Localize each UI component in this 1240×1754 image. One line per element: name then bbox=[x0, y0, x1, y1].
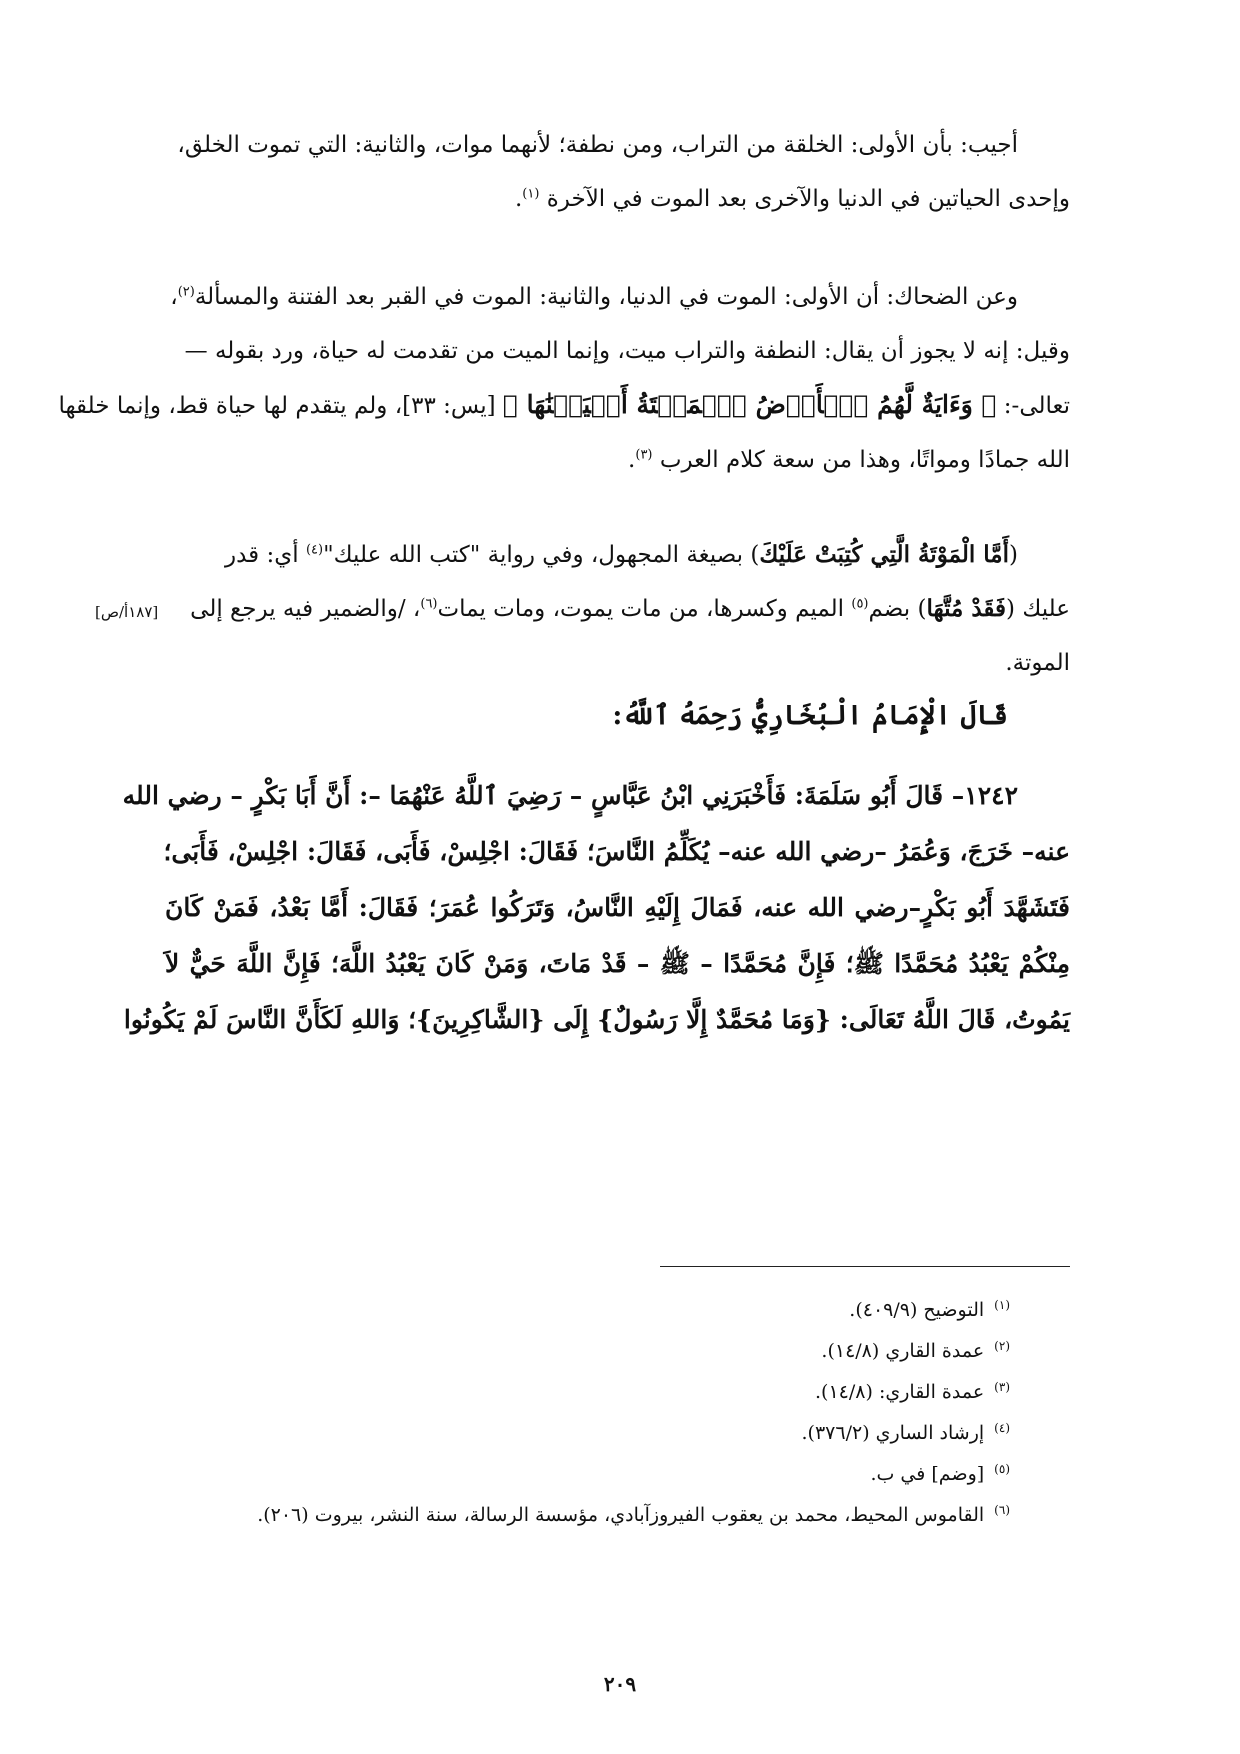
footnote-item bbox=[130, 1331, 1010, 1372]
footnote-text: عمدة القاري (١٤/٨). bbox=[821, 1340, 985, 1362]
hadith-line: عنه– خَرَجَ، وَعُمَرُ –رضي الله عنه– يُكَلِّمُ النَّاسَ؛ فَقَالَ: اجْلِسْ، فَأَبَى، فَقَالَ: اجْلِسْ، فَأَبَى؛ bbox=[163, 837, 1070, 866]
footnote-text: التوضيح (٤٠٩/٩). bbox=[849, 1299, 985, 1321]
footnote-marker[interactable]: (٤) bbox=[305, 542, 324, 558]
footnote-separator bbox=[660, 1266, 1070, 1267]
hadith-quote: فَقَدْ مُتَّهَا bbox=[926, 595, 1007, 622]
text-run: ، bbox=[170, 284, 178, 310]
text-run: . bbox=[628, 447, 636, 473]
footnote-item bbox=[130, 1495, 1010, 1536]
footnote-number: (٣) bbox=[994, 1379, 1010, 1394]
text-run: وقيل: إنه لا يجوز أن يقال: النطفة والتراب ميت، وإنما الميت من تقدمت له حياة، ورد بقوله — bbox=[184, 338, 1070, 364]
text-run: ) بضم bbox=[868, 596, 927, 622]
paragraph-line bbox=[165, 270, 1070, 324]
hadith-line: مِنْكُمْ يَعْبُدُ مُحَمَّدًا ﷺ؛ فَإِنَّ مُحَمَّدًا – ﷺ – قَدْ مَاتَ، وَمَنْ كَانَ يَعْبُدُ اللَّهَ؛ فَإِنَّ اللَّهَ حَيٌّ لاَ bbox=[165, 949, 1070, 978]
footnote-item bbox=[130, 1454, 1010, 1495]
text-run: ) بصيغة المجهول، وفي رواية "كتب الله عليك" bbox=[323, 542, 760, 568]
footnote-marker[interactable]: (٦) bbox=[420, 596, 438, 612]
hadith-line: ١٢٤٢– قَالَ أَبُو سَلَمَةَ: فَأَخْبَرَنِي ابْنُ عَبَّاسٍ – رَضِيَ ٱللَّهُ عَنْهُمَا –: أَنَّ أَبَا بَكْرٍ – رضي الله bbox=[122, 781, 1018, 810]
paragraph-line bbox=[58, 378, 1070, 433]
footnote-number: (١) bbox=[994, 1297, 1010, 1312]
footnote-marker[interactable]: (١) bbox=[522, 186, 540, 202]
text-run: [يس: ٣٣]، ولم يتقدم لها حياة قط، وإنما خلقها bbox=[58, 393, 503, 419]
paragraph-line bbox=[165, 172, 1070, 226]
footnote-number: (٤) bbox=[994, 1420, 1010, 1435]
footnote-item bbox=[130, 1372, 1010, 1413]
hadith-line: يَمُوتُ، قَالَ اللَّهُ تَعَالَى: {وَمَا مُحَمَّدٌ إِلَّا رَسُولٌ} إِلَى {الشَّاكِرِينَ}؛ وَاللهِ لَكَأَنَّ النَّاسَ لَمْ يَكُونُوا bbox=[123, 1005, 1070, 1034]
hadith-text bbox=[122, 768, 1070, 1048]
paragraph-answer bbox=[165, 118, 1070, 226]
paragraph-dahhak bbox=[58, 270, 1070, 487]
manuscript-folio-reference: [١٨٧أ/ص] bbox=[95, 603, 159, 621]
paragraph-line bbox=[165, 528, 1070, 582]
paragraph-line bbox=[165, 324, 1070, 378]
footnote-text: عمدة القاري: (١٤/٨). bbox=[815, 1381, 985, 1403]
text-run: الموتة. bbox=[1005, 650, 1070, 676]
paragraph-line bbox=[165, 582, 1070, 636]
section-heading: قَالَ الْإِمَامُ الْبُخَارِيُّ رَحِمَهُ ٱللَّهُ: bbox=[612, 700, 1008, 731]
footnote-text: [وضم] في ب. bbox=[870, 1463, 985, 1485]
paragraph-line bbox=[165, 433, 1070, 487]
text-run: ، /والضمير فيه يرجع إلى bbox=[190, 596, 421, 622]
paragraph-commentary bbox=[165, 528, 1070, 690]
footnote-number: (٥) bbox=[994, 1461, 1010, 1476]
hadith-quote: أَمَّا الْمَوْتَةُ الَّتِي كُتِبَتْ عَلَيْكَ bbox=[759, 541, 1010, 568]
text-run: الميم وكسرها، من مات يموت، ومات يمات bbox=[437, 596, 852, 622]
hadith-line: فَتَشَهَّدَ أَبُو بَكْرٍ–رضي الله عنه، فَمَالَ إِلَيْهِ النَّاسُ، وَتَرَكُوا عُمَرَ؛ فَقَالَ: أَمَّا بَعْدُ، فَمَنْ كَانَ bbox=[165, 893, 1070, 922]
text-run: . bbox=[514, 186, 523, 212]
paragraph-line bbox=[165, 636, 1070, 690]
footnote-text: إرشاد الساري (٣٧٦/٢). bbox=[801, 1422, 985, 1444]
text-run: الله جمادًا ومواتًا، وهذا من سعة كلام العرب bbox=[659, 447, 1070, 473]
footnote-marker[interactable]: (٢) bbox=[177, 284, 195, 300]
text-run: تعالى-: bbox=[996, 393, 1070, 419]
footnotes bbox=[130, 1290, 1010, 1536]
footnote-marker[interactable]: (٣) bbox=[635, 447, 653, 463]
footnote-item bbox=[130, 1290, 1010, 1331]
paragraph-line bbox=[165, 118, 1070, 172]
text-run: أي: قدر bbox=[224, 542, 306, 568]
quran-verse: ﴿ وَءَايَةٌ لَّهُمُ ٱلۡأَرۡضُ ٱلۡمَيۡتَةُ أَحۡيَيۡنَٰهَا ﴾ bbox=[502, 390, 997, 419]
footnote-number: (٦) bbox=[994, 1502, 1010, 1517]
footnote-number: (٢) bbox=[994, 1338, 1010, 1353]
footnote-text: القاموس المحيط، محمد بن يعقوب الفيروزآبادي، مؤسسة الرسالة، سنة النشر، بيروت (٢٠٦). bbox=[257, 1504, 985, 1526]
footnote-marker[interactable]: (٥) bbox=[851, 596, 869, 612]
text-run: وعن الضحاك: أن الأولى: الموت في الدنيا، والثانية: الموت في القبر بعد الفتنة والمسألة bbox=[194, 284, 1018, 310]
page-number: ٢٠٩ bbox=[603, 1672, 637, 1696]
text-run: وإحدى الحياتين في الدنيا والآخرى بعد الموت في الآخرة bbox=[546, 186, 1070, 212]
text-run: عليك ( bbox=[1006, 596, 1070, 622]
text-run: ( bbox=[1009, 542, 1018, 568]
footnote-item bbox=[130, 1413, 1010, 1454]
text-run: أجيب: بأن الأولى: الخلقة من التراب، ومن نطفة؛ لأنهما موات، والثانية: التي تموت الخلق، bbox=[177, 132, 1018, 158]
